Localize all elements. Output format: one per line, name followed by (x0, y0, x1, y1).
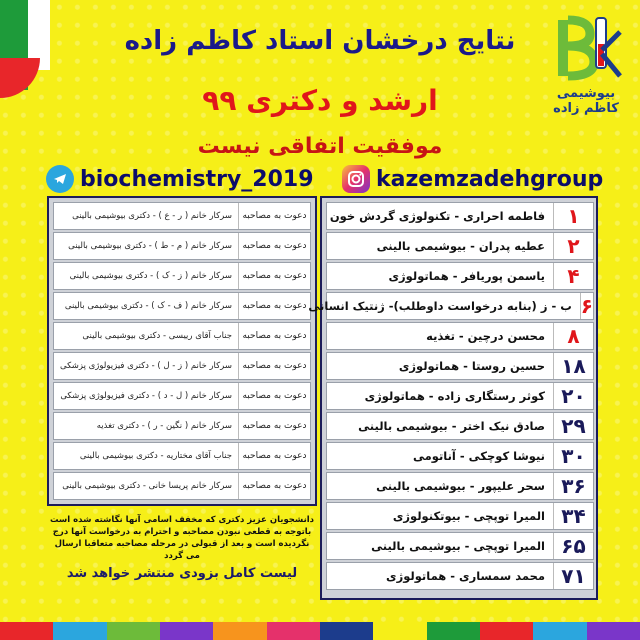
table-row (326, 472, 594, 500)
instagram-icon (342, 165, 370, 193)
instagram-handle-text: kazemzadehgroup (376, 166, 604, 192)
table-row (326, 562, 594, 590)
rank-number: ۴ (553, 263, 593, 289)
logo-text (546, 86, 626, 116)
telegram-handle-text: biochemistry_2019 (80, 166, 314, 192)
interview-person: سرکار خانم ( ز - ک ) - دکتری بیوشیمی بالینی (69, 271, 232, 281)
student-name: محمد سمساری - هماتولوژی (386, 569, 545, 583)
logo-text-line2: کاظم زاده (553, 101, 619, 116)
table-row (326, 532, 594, 560)
interview-status: دعوت به مصاحبه (238, 353, 310, 379)
instagram-handle[interactable] (342, 163, 603, 195)
list-item (53, 292, 311, 320)
table-row (326, 232, 594, 260)
table-row (326, 262, 594, 290)
flag-decoration (0, 0, 100, 90)
interview-status: دعوت به مصاحبه (238, 473, 310, 499)
list-item (53, 412, 311, 440)
list-item (53, 352, 311, 380)
student-name: سحر علیپور - بیوشیمی بالینی (376, 479, 545, 493)
list-item (53, 232, 311, 260)
table-row (326, 442, 594, 470)
logo-text-line1: بیوشیمی (556, 86, 616, 101)
coming-soon-note: لیست کامل بزودی منتشر خواهد شد (66, 566, 298, 581)
ranking-list (308, 196, 598, 600)
rank-number: ۳۰ (553, 443, 593, 469)
rank-number: ۸ (553, 323, 593, 349)
interview-person: سرکار خانم ( ز - ل ) - دکتری فیزیولوژی پزشکی (60, 361, 232, 371)
interview-status: دعوت به مصاحبه (238, 293, 310, 319)
bk-flask-logo-icon (546, 14, 626, 86)
telegram-icon (46, 165, 74, 193)
student-name: محسن درچین - تغذیه (426, 329, 545, 343)
rank-number: ۳۴ (553, 503, 593, 529)
student-name: یاسمن پوریافر - هماتولوژی (388, 269, 545, 283)
title-line2: ارشد و دکتری ۹۹ (202, 84, 438, 117)
interview-person: سرکار خانم ( ف - ک ) - دکتری بیوشیمی بالینی (64, 301, 232, 311)
list-item (53, 472, 311, 500)
slogan: موفقیت اتفاقی نیست (197, 134, 443, 159)
rank-number: ۲۹ (553, 413, 593, 439)
telegram-handle[interactable] (46, 163, 314, 195)
table-row (326, 202, 594, 230)
interview-list (47, 196, 317, 506)
table-row (326, 382, 594, 410)
rank-number: ۱ (553, 203, 593, 229)
interview-person: سرکار خانم ( ر - ع ) - دکتری بیوشیمی بالینی (72, 211, 232, 221)
table-row (326, 412, 594, 440)
interview-person: سرکار خانم ( ل - د ) - دکتری فیزیولوژی پزشکی (60, 391, 232, 401)
table-row (326, 352, 594, 380)
rank-number: ۶۵ (553, 533, 593, 559)
interview-person: سرکار خانم پریسا خانی - دکتری بیوشیمی بالینی (62, 481, 232, 491)
rank-number: ۲ (553, 233, 593, 259)
list-item (53, 382, 311, 410)
list-item (53, 322, 311, 350)
footnote: دانشجویان عزیز دکتری که مخفف اسامی آنها نگاشته شده است باتوجه به قطعی نبودن مصاحبه و احترام به درخواست آنها درج نگردیده است و بعد از قبولی در مرحله مصاحبه متعاقبا ارسال می گردد (49, 515, 315, 561)
interview-status: دعوت به مصاحبه (238, 413, 310, 439)
list-item (53, 262, 311, 290)
interview-status: دعوت به مصاحبه (238, 203, 310, 229)
student-name: حسین روستا - هماتولوژی (398, 359, 545, 373)
interview-status: دعوت به مصاحبه (238, 233, 310, 259)
interview-person: جناب آقای رییسی - دکتری بیوشیمی بالینی (82, 331, 232, 341)
title-line1: نتایج درخشان استاد کاظم زاده (124, 26, 516, 56)
rank-number: ۲۰ (553, 383, 593, 409)
interview-status: دعوت به مصاحبه (238, 263, 310, 289)
student-name: کوثر رستگاری زاده - هماتولوژی (364, 389, 545, 403)
table-row (308, 292, 594, 320)
list-item (53, 442, 311, 470)
table-row (326, 322, 594, 350)
list-item (53, 202, 311, 230)
interview-status: دعوت به مصاحبه (238, 323, 310, 349)
student-name: فاطمه احراری - تکنولوژی گردش خون (329, 209, 545, 223)
interview-status: دعوت به مصاحبه (238, 443, 310, 469)
brand-logo (546, 14, 626, 124)
student-name: المیرا توپچی - بیوتکنولوژی (392, 509, 545, 523)
student-name: المیرا توپچی - بیوشیمی بالینی (371, 539, 545, 553)
interview-person: سرکار خانم ( نگین - ر ) - دکتری تغذیه (96, 421, 232, 431)
interview-person: جناب آقای مختاریه - دکتری بیوشیمی بالینی (79, 451, 232, 461)
student-name: ب - ز (بنابه درخواست داوطلب)- ژنتیک انسانی (308, 299, 572, 313)
interview-status: دعوت به مصاحبه (238, 383, 310, 409)
interview-person: سرکار خانم ( م - ط ) - دکتری بیوشیمی بالینی (68, 241, 232, 251)
color-strip (0, 622, 640, 640)
rank-number: ۳۶ (553, 473, 593, 499)
student-name: نیوشا کوچکی - آناتومی (412, 449, 545, 463)
rank-number: ۶ (580, 294, 593, 318)
table-row (326, 502, 594, 530)
student-name: صادق نیک اختر - بیوشیمی بالینی (358, 419, 545, 433)
rank-number: ۷۱ (553, 563, 593, 589)
student-name: عطیه پدران - بیوشیمی بالینی (376, 239, 545, 253)
rank-number: ۱۸ (553, 353, 593, 379)
